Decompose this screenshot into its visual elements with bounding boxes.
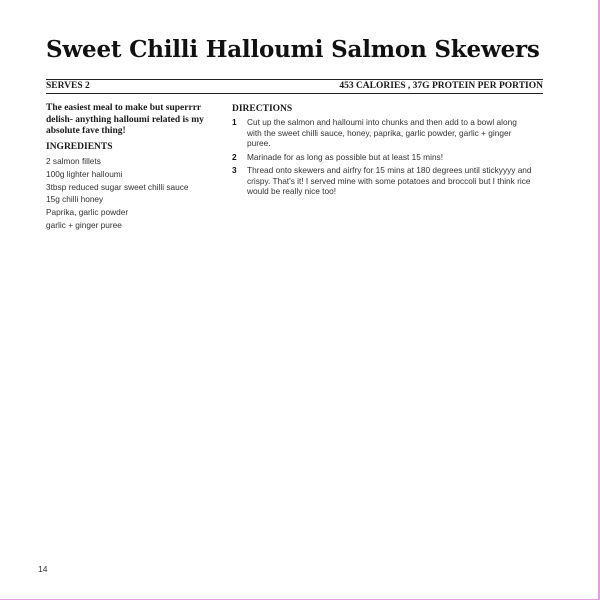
ingredient-item: Paprika, garlic powder xyxy=(46,207,129,218)
direction-step xyxy=(232,165,532,197)
ingredients-heading: INGREDIENTS xyxy=(46,142,113,152)
directions-list xyxy=(232,117,532,200)
ingredient-item: 3tbsp reduced sugar sweet chilli sauce xyxy=(46,181,189,192)
step-number: 1 xyxy=(232,117,237,127)
recipe-intro: The easiest meal to make but superrrr delish- anything halloumi related is my absolute fave thing! xyxy=(46,103,204,136)
direction-step xyxy=(232,117,532,149)
step-text: Cut up the salmon and halloumi into chunks and then add to a bowl along with the sweet chilli sauce, honey, paprika, garlic powder, garlic + ginger puree. xyxy=(247,117,517,148)
nutrition-label: 453 CALORIES , 37G PROTEIN PER PORTION xyxy=(339,81,543,91)
step-number: 2 xyxy=(232,151,237,162)
direction-step xyxy=(232,152,532,163)
step-text: Thread onto skewers and airfry for 15 mins at 180 degrees until stickyyyy and crispy. That's it! I served mine with some potatoes and broccoli but I think rice would be really nice too! xyxy=(247,165,532,196)
ingredient-item: 2 salmon fillets xyxy=(46,156,101,166)
ingredients-list xyxy=(46,155,189,232)
header-rule-bottom xyxy=(46,93,543,94)
step-text: Marinade for as long as possible but at least 15 mins! xyxy=(247,151,444,162)
step-number: 3 xyxy=(232,165,237,175)
serves-label: SERVES 2 xyxy=(46,81,90,91)
directions-heading: DIRECTIONS xyxy=(232,104,293,114)
ingredient-item: 15g chilli honey xyxy=(46,194,104,205)
page-number: 14 xyxy=(38,564,48,574)
ingredient-item: garlic + ginger puree xyxy=(46,219,122,230)
header-rule-top xyxy=(46,79,543,80)
ingredient-item: 100g lighter halloumi xyxy=(46,168,123,179)
recipe-title: Sweet Chilli Halloumi Salmon Skewers xyxy=(46,36,540,63)
